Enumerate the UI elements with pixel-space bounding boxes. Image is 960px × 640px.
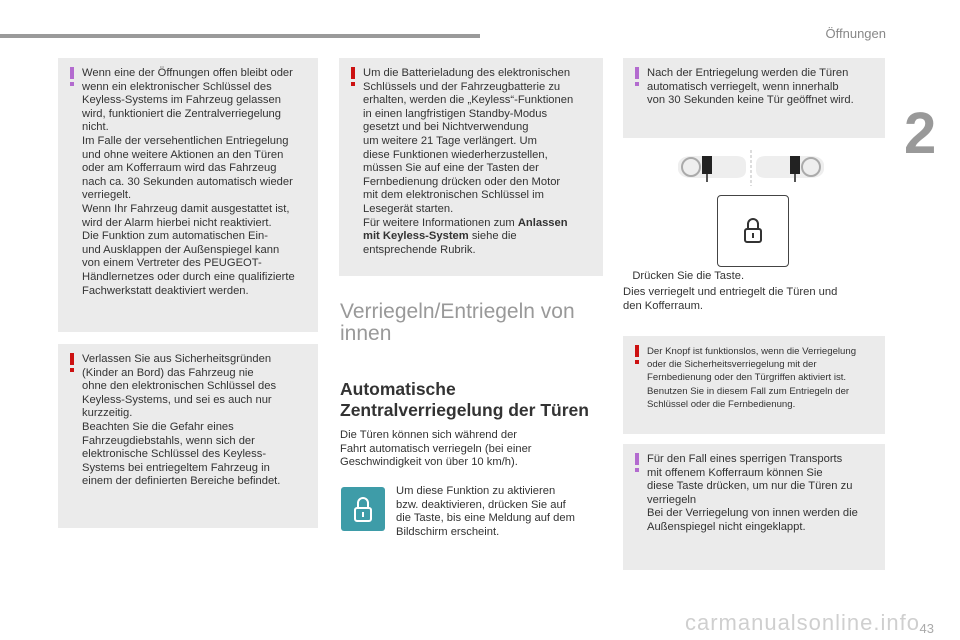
warning-text: Der Knopf ist funktionslos, wenn die Verriegelung oder die Sicherheitsverriegelung mit der Fernbedienung oder den Türgriffen aktiviert ist. Benutzen Sie in diesem Fall zum Entriegeln der Schlüssel oder die Fernbedienung.: [647, 346, 857, 410]
step-line: Drücken Sie die Taste.: [632, 270, 745, 282]
subsection-title: Automatische Zentralverriegelung der Türen: [340, 379, 589, 420]
info-text: Für den Fall eines sperrigen Transports mit offenem Kofferraum können Sie diese Taste drücken, um nur die Türen zu verriegeln Bei der Verriegelung von innen werden die Außenspiegel nicht eingeklappt.: [647, 453, 858, 533]
intro-text: Die Türen können sich während der Fahrt automatisch verriegeln (bei einer Geschwindigkeit von über 10 km/h).: [340, 429, 532, 469]
lock-button-icon: [341, 487, 385, 531]
section-label: Öffnungen: [825, 26, 886, 41]
warning-icon: [351, 67, 355, 79]
info-icon: [635, 453, 639, 465]
activate-text: Um diese Funktion zu aktivieren bzw. deaktivieren, drücken Sie auf die Taste, bis eine Meldung auf dem Bildschirm erscheint.: [396, 485, 575, 538]
padlock-icon: [718, 196, 788, 266]
warning-box-battery: [339, 58, 603, 276]
info-text: Wenn eine der Öffnungen offen bleibt oder wenn ein elektronischer Schlüssel des Keyless-Systems im Fahrzeug gelassen wird, funktioniert die Zentralverriegelung nicht. Im Falle der versehentlichen Entriegelung und ohne weitere Aktionen an den Türen oder am Kofferraum wird das Fahrzeug nach ca. 30 Sekunden automatisch wieder verriegelt. Wenn Ihr Fahrzeug damit ausgestattet ist, wird der Alarm hierbei nicht reaktiviert. Die Funktion zum automatischen Ein- und Ausklappen der Außenspiegel kann von einem Vertreter des PEUGEOT- Händlernetzes oder durch eine qualifizierte Fachwerkstatt deaktiviert werden.: [82, 67, 295, 297]
warning-icon: [70, 353, 74, 365]
page-number: 43: [919, 621, 934, 636]
info-box-keyless: [58, 58, 318, 332]
warning-text: Um die Batterieladung des elektronischen Schlüssels und der Fahrzeugbatterie zu erhalten, werden die „Keyless“-Funktionen in einen langfristigen Standby-Modus gesetzt und bei Nichtverwendung um weitere 21 Tage verlängert. Um diese Funktionen wiederherzustellen, müssen Sie auf eine der Tasten der Fernbedienung drücken oder den Motor mit dem elektronischen Schlüssel im Lesegerät starten. Für weitere Informationen zum Anlassen mit Keyless-System siehe die entsprechende Rubrik.: [363, 67, 574, 256]
top-rule: [0, 34, 480, 38]
watermark: carmanualsonline.info: [684, 610, 920, 635]
section-title: Verriegeln/Entriegeln von innen: [340, 300, 575, 345]
chapter-number: 2: [904, 101, 937, 166]
warning-icon: [635, 345, 639, 357]
steering-wheel-illustration: [676, 150, 826, 186]
info-icon: [635, 67, 639, 79]
warning-text: Verlassen Sie aus Sicherheitsgründen (Kinder an Bord) das Fahrzeug nie ohne den elektronischen Schlüssel des Keyless-Systems, und sei es auch nur kurzzeitig. Beachten Sie die Gefahr eines Fahrzeugdiebstahls, wenn sich der elektronische Schlüssel des Keyless- Systems bei entriegeltem Fahrzeug in einem der definierten Bereiche befindet.: [82, 353, 281, 488]
warning-box-safety: [58, 344, 318, 528]
info-text: Nach der Entriegelung werden die Türen automatisch verriegelt, wenn innerhalb von 30 Sekunden keine Tür geöffnet wird.: [647, 67, 854, 107]
warning-box-button: [623, 336, 885, 434]
step-result: Dies verriegelt und entriegelt die Türen und den Kofferraum.: [623, 286, 838, 312]
info-icon: [70, 67, 74, 79]
info-box-autolock: [623, 58, 885, 138]
info-box-transport: [623, 444, 885, 570]
lock-button-illustration: [717, 195, 789, 267]
